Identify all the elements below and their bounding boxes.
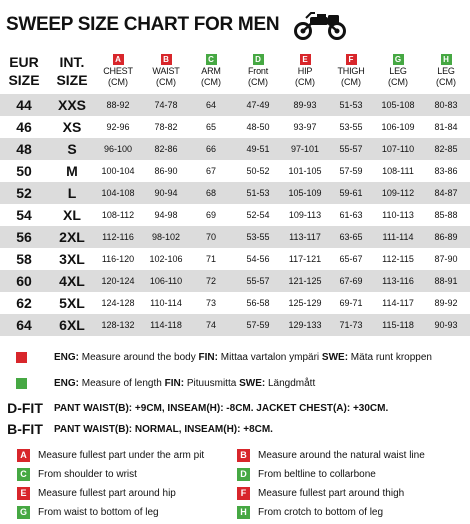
- int-size-cell: 3XL: [59, 251, 85, 267]
- measure-cell: 107-110: [381, 144, 415, 154]
- measure-label: WAIST: [152, 66, 180, 76]
- table-row: [0, 226, 470, 248]
- measure-cell: 57-59: [246, 320, 270, 330]
- measure-cell: 97-101: [290, 144, 320, 154]
- legend-fin-key: FIN:: [164, 377, 185, 389]
- measure-cell: 55-57: [339, 144, 363, 154]
- header-measure-e: [282, 46, 328, 94]
- measure-cell: 105-109: [288, 188, 322, 198]
- title-row: [6, 8, 466, 42]
- key-item-h: [237, 504, 383, 520]
- measure-cell: 63-65: [339, 232, 363, 242]
- measure-cell: 86-89: [434, 232, 458, 242]
- eur-size-cell: 62: [16, 295, 32, 311]
- header-measure-h: [423, 46, 469, 94]
- eur-size-cell: 46: [16, 119, 32, 135]
- legend-eng-value: Measure around the body: [79, 351, 199, 363]
- legend-fin-value: Mittaa vartalon ympäri: [217, 351, 322, 363]
- bfit-text: PANT WAIST(B): NORMAL, INSEAM(H): +8CM.: [54, 423, 273, 435]
- int-size-cell: 4XL: [59, 273, 85, 289]
- legend-swe-value: Längdmått: [265, 377, 316, 389]
- measure-cell: 74: [205, 320, 216, 330]
- measure-cell: 112-115: [382, 254, 414, 264]
- measure-cell: 69-71: [339, 298, 363, 308]
- bfit-row: [0, 420, 470, 438]
- table-row: [0, 314, 470, 336]
- header-int-line1: INT.: [59, 54, 85, 70]
- table-row: [0, 292, 470, 314]
- eur-size-cell: 44: [16, 97, 32, 113]
- int-size-cell: 2XL: [59, 229, 85, 245]
- key-badge-e: E: [17, 487, 30, 500]
- measure-cell: 65: [205, 122, 216, 132]
- page-title: SWEEP SIZE CHART FOR MEN: [6, 14, 280, 35]
- measure-cell: 110-114: [150, 298, 182, 308]
- header-measure-d: [235, 46, 281, 94]
- measure-cell: 74-78: [154, 100, 178, 110]
- measure-cell: 128-132: [101, 320, 135, 330]
- measure-cell: 88-92: [106, 100, 130, 110]
- table-header: [0, 46, 470, 94]
- measure-cell: 52-54: [246, 210, 270, 220]
- measure-cell: 69: [205, 210, 216, 220]
- measure-badge-h: H: [441, 54, 452, 65]
- measure-cell: 85-88: [434, 210, 458, 220]
- measure-cell: 72: [205, 276, 216, 286]
- measure-cell: 90-93: [434, 320, 458, 330]
- measure-cell: 102-106: [149, 254, 183, 264]
- measure-label: Front: [247, 66, 268, 76]
- measure-cell: 120-124: [101, 276, 135, 286]
- measure-cell: 93-97: [293, 122, 317, 132]
- measure-cell: 83-86: [434, 166, 458, 176]
- key-badge-a: A: [17, 449, 30, 462]
- measure-cell: 113-116: [382, 276, 414, 286]
- key-badge-g: G: [17, 506, 30, 519]
- key-badge-f: F: [237, 487, 250, 500]
- legend-fin-value: Pituusmitta: [184, 377, 240, 389]
- table-row: [0, 204, 470, 226]
- measure-cell: 50-52: [246, 166, 270, 176]
- measure-cell: 54-56: [246, 254, 270, 264]
- measure-cell: 51-53: [339, 100, 363, 110]
- header-measure-b: [143, 46, 189, 94]
- measure-cell: 105-108: [381, 100, 415, 110]
- measure-cell: 73: [205, 298, 216, 308]
- legend-eng-key: ENG:: [54, 377, 79, 389]
- measure-unit: (CM): [248, 77, 268, 87]
- measure-cell: 110-113: [382, 210, 414, 220]
- measure-cell: 109-112: [381, 188, 415, 198]
- measure-cell: 53-55: [246, 232, 270, 242]
- key-item-f: [237, 485, 404, 501]
- table-row: [0, 160, 470, 182]
- key-badge-c: C: [17, 468, 30, 481]
- table-row: [0, 270, 470, 292]
- measure-cell: 115-118: [382, 320, 414, 330]
- measure-cell: 70: [205, 232, 216, 242]
- int-size-cell: L: [67, 185, 77, 201]
- measure-cell: 106-109: [381, 122, 415, 132]
- measure-cell: 61-63: [339, 210, 363, 220]
- key-text: From crotch to bottom of leg: [258, 506, 384, 518]
- legend-length-measure: [0, 375, 470, 391]
- key-text: Measure fullest part around thigh: [258, 487, 405, 499]
- measure-cell: 47-49: [246, 100, 270, 110]
- measure-cell: 89-92: [434, 298, 458, 308]
- eur-size-cell: 64: [16, 317, 32, 333]
- header-eur-size: [4, 46, 44, 94]
- legend-eng-key: ENG:: [54, 351, 79, 363]
- legend-eng-value: Measure of length: [79, 377, 165, 389]
- eur-size-cell: 56: [16, 229, 32, 245]
- key-item-e: [17, 485, 176, 501]
- measure-cell: 111-114: [382, 232, 414, 242]
- measure-unit: (CM): [108, 77, 128, 87]
- legend-swe-key: SWE:: [239, 377, 266, 389]
- legend-swe-key: SWE:: [321, 351, 349, 363]
- int-size-cell: XS: [62, 119, 82, 135]
- header-eur-line1: EUR: [9, 54, 39, 70]
- measure-cell: 114-118: [150, 320, 182, 330]
- int-size-cell: XXS: [57, 97, 86, 113]
- measure-cell: 92-96: [106, 122, 130, 132]
- measure-cell: 67: [205, 166, 216, 176]
- key-badge-b: B: [237, 449, 250, 462]
- measure-cell: 106-110: [149, 276, 183, 286]
- key-text: From waist to bottom of leg: [38, 506, 159, 518]
- measure-badge-e: E: [300, 54, 311, 65]
- header-measure-a: [95, 46, 141, 94]
- measure-cell: 49-51: [246, 144, 270, 154]
- measure-cell: 53-55: [339, 122, 363, 132]
- eur-size-cell: 48: [16, 141, 32, 157]
- motorcycle-icon: [293, 10, 347, 40]
- int-size-cell: S: [67, 141, 77, 157]
- table-row: [0, 138, 470, 160]
- red-square-icon: [16, 352, 27, 363]
- eur-size-cell: 52: [16, 185, 32, 201]
- measure-cell: 96-100: [103, 144, 133, 154]
- bfit-label: B-FIT: [7, 421, 43, 437]
- measure-cell: 108-111: [382, 166, 414, 176]
- measure-badge-g: G: [393, 54, 404, 65]
- measure-cell: 98-102: [151, 232, 181, 242]
- table-row: [0, 182, 470, 204]
- measure-cell: 88-91: [434, 276, 458, 286]
- measure-cell: 55-57: [246, 276, 270, 286]
- key-text: Measure fullest part around hip: [38, 487, 176, 499]
- measure-cell: 57-59: [339, 166, 363, 176]
- measure-unit: (CM): [341, 77, 361, 87]
- measure-cell: 71-73: [339, 320, 363, 330]
- measure-cell: 94-98: [154, 210, 178, 220]
- key-badge-h: H: [237, 506, 250, 519]
- green-square-icon: [16, 378, 27, 389]
- measure-unit: (CM): [156, 77, 176, 87]
- header-int-line2: SIZE: [56, 72, 88, 88]
- key-text: Measure fullest part under the arm pit: [38, 449, 205, 461]
- measure-label: LEG: [389, 66, 407, 76]
- header-measure-c: [188, 46, 234, 94]
- dfit-text: PANT WAIST(B): +9CM, INSEAM(H): -8CM. JACKET CHEST(A): +30CM.: [54, 402, 389, 414]
- key-badge-d: D: [237, 468, 250, 481]
- measure-cell: 64: [205, 100, 216, 110]
- measure-cell: 59-61: [339, 188, 363, 198]
- measure-cell: 48-50: [246, 122, 270, 132]
- measure-cell: 129-133: [288, 320, 322, 330]
- int-size-cell: 5XL: [59, 295, 85, 311]
- key-item-a: [17, 447, 204, 463]
- int-size-cell: 6XL: [59, 317, 85, 333]
- legend-body-measure: [0, 349, 470, 365]
- measure-cell: 81-84: [434, 122, 458, 132]
- measure-cell: 71: [205, 254, 216, 264]
- measure-cell: 101-105: [288, 166, 322, 176]
- measure-badge-a: A: [113, 54, 124, 65]
- measure-cell: 124-128: [101, 298, 135, 308]
- legend-fin-key: FIN:: [198, 351, 218, 363]
- measure-cell: 89-93: [293, 100, 317, 110]
- measure-cell: 116-120: [101, 254, 135, 264]
- measure-cell: 125-129: [288, 298, 322, 308]
- measure-cell: 86-90: [154, 166, 178, 176]
- dfit-label: D-FIT: [7, 400, 43, 416]
- measure-badge-c: C: [206, 54, 217, 65]
- measure-label: THIGH: [337, 66, 365, 76]
- key-text: From beltline to collarbone: [258, 468, 376, 480]
- int-size-cell: M: [66, 163, 78, 179]
- measure-cell: 113-117: [289, 232, 321, 242]
- key-item-g: [17, 504, 159, 520]
- measure-cell: 51-53: [246, 188, 270, 198]
- key-item-b: [237, 447, 425, 463]
- measure-unit: (CM): [388, 77, 408, 87]
- measure-cell: 78-82: [154, 122, 178, 132]
- header-eur-line2: SIZE: [8, 72, 40, 88]
- eur-size-cell: 54: [16, 207, 32, 223]
- measure-cell: 90-94: [154, 188, 178, 198]
- eur-size-cell: 50: [16, 163, 32, 179]
- key-text: From shoulder to wrist: [38, 468, 137, 480]
- measure-cell: 84-87: [434, 188, 458, 198]
- eur-size-cell: 60: [16, 273, 32, 289]
- key-text: Measure around the natural waist line: [258, 449, 425, 461]
- legend-swe-value: Mäta runt kroppen: [348, 351, 432, 363]
- int-size-cell: XL: [63, 207, 81, 223]
- table-row: [0, 248, 470, 270]
- measure-unit: (CM): [295, 77, 315, 87]
- measure-unit: (CM): [436, 77, 456, 87]
- key-item-c: [17, 466, 137, 482]
- measure-badge-d: D: [253, 54, 264, 65]
- key-item-d: [237, 466, 376, 482]
- measure-cell: 108-112: [101, 210, 135, 220]
- measure-cell: 87-90: [434, 254, 458, 264]
- eur-size-cell: 58: [16, 251, 32, 267]
- measure-cell: 65-67: [339, 254, 363, 264]
- measure-cell: 56-58: [246, 298, 270, 308]
- measure-cell: 121-125: [288, 276, 322, 286]
- dfit-row: [0, 399, 470, 417]
- measure-cell: 82-86: [154, 144, 178, 154]
- measure-cell: 82-85: [434, 144, 458, 154]
- measure-cell: 117-121: [288, 254, 322, 264]
- measure-cell: 114-117: [382, 298, 414, 308]
- measure-label: HIP: [297, 66, 313, 76]
- measure-unit: (CM): [201, 77, 221, 87]
- measure-label: CHEST: [103, 66, 133, 76]
- measure-cell: 104-108: [101, 188, 135, 198]
- measure-cell: 67-69: [339, 276, 363, 286]
- table-row: [0, 94, 470, 116]
- measure-badge-b: B: [161, 54, 172, 65]
- measure-cell: 112-116: [102, 232, 134, 242]
- header-measure-g: [375, 46, 421, 94]
- measure-cell: 68: [205, 188, 216, 198]
- header-int-size: [52, 46, 92, 94]
- measure-label: ARM: [201, 66, 221, 76]
- size-table: [0, 94, 470, 336]
- measure-cell: 100-104: [101, 166, 135, 176]
- header-measure-f: [328, 46, 374, 94]
- measure-badge-f: F: [346, 54, 357, 65]
- measure-cell: 66: [205, 144, 216, 154]
- table-row: [0, 116, 470, 138]
- measure-label: LEG: [437, 66, 455, 76]
- measure-cell: 80-83: [434, 100, 458, 110]
- measure-cell: 109-113: [288, 210, 322, 220]
